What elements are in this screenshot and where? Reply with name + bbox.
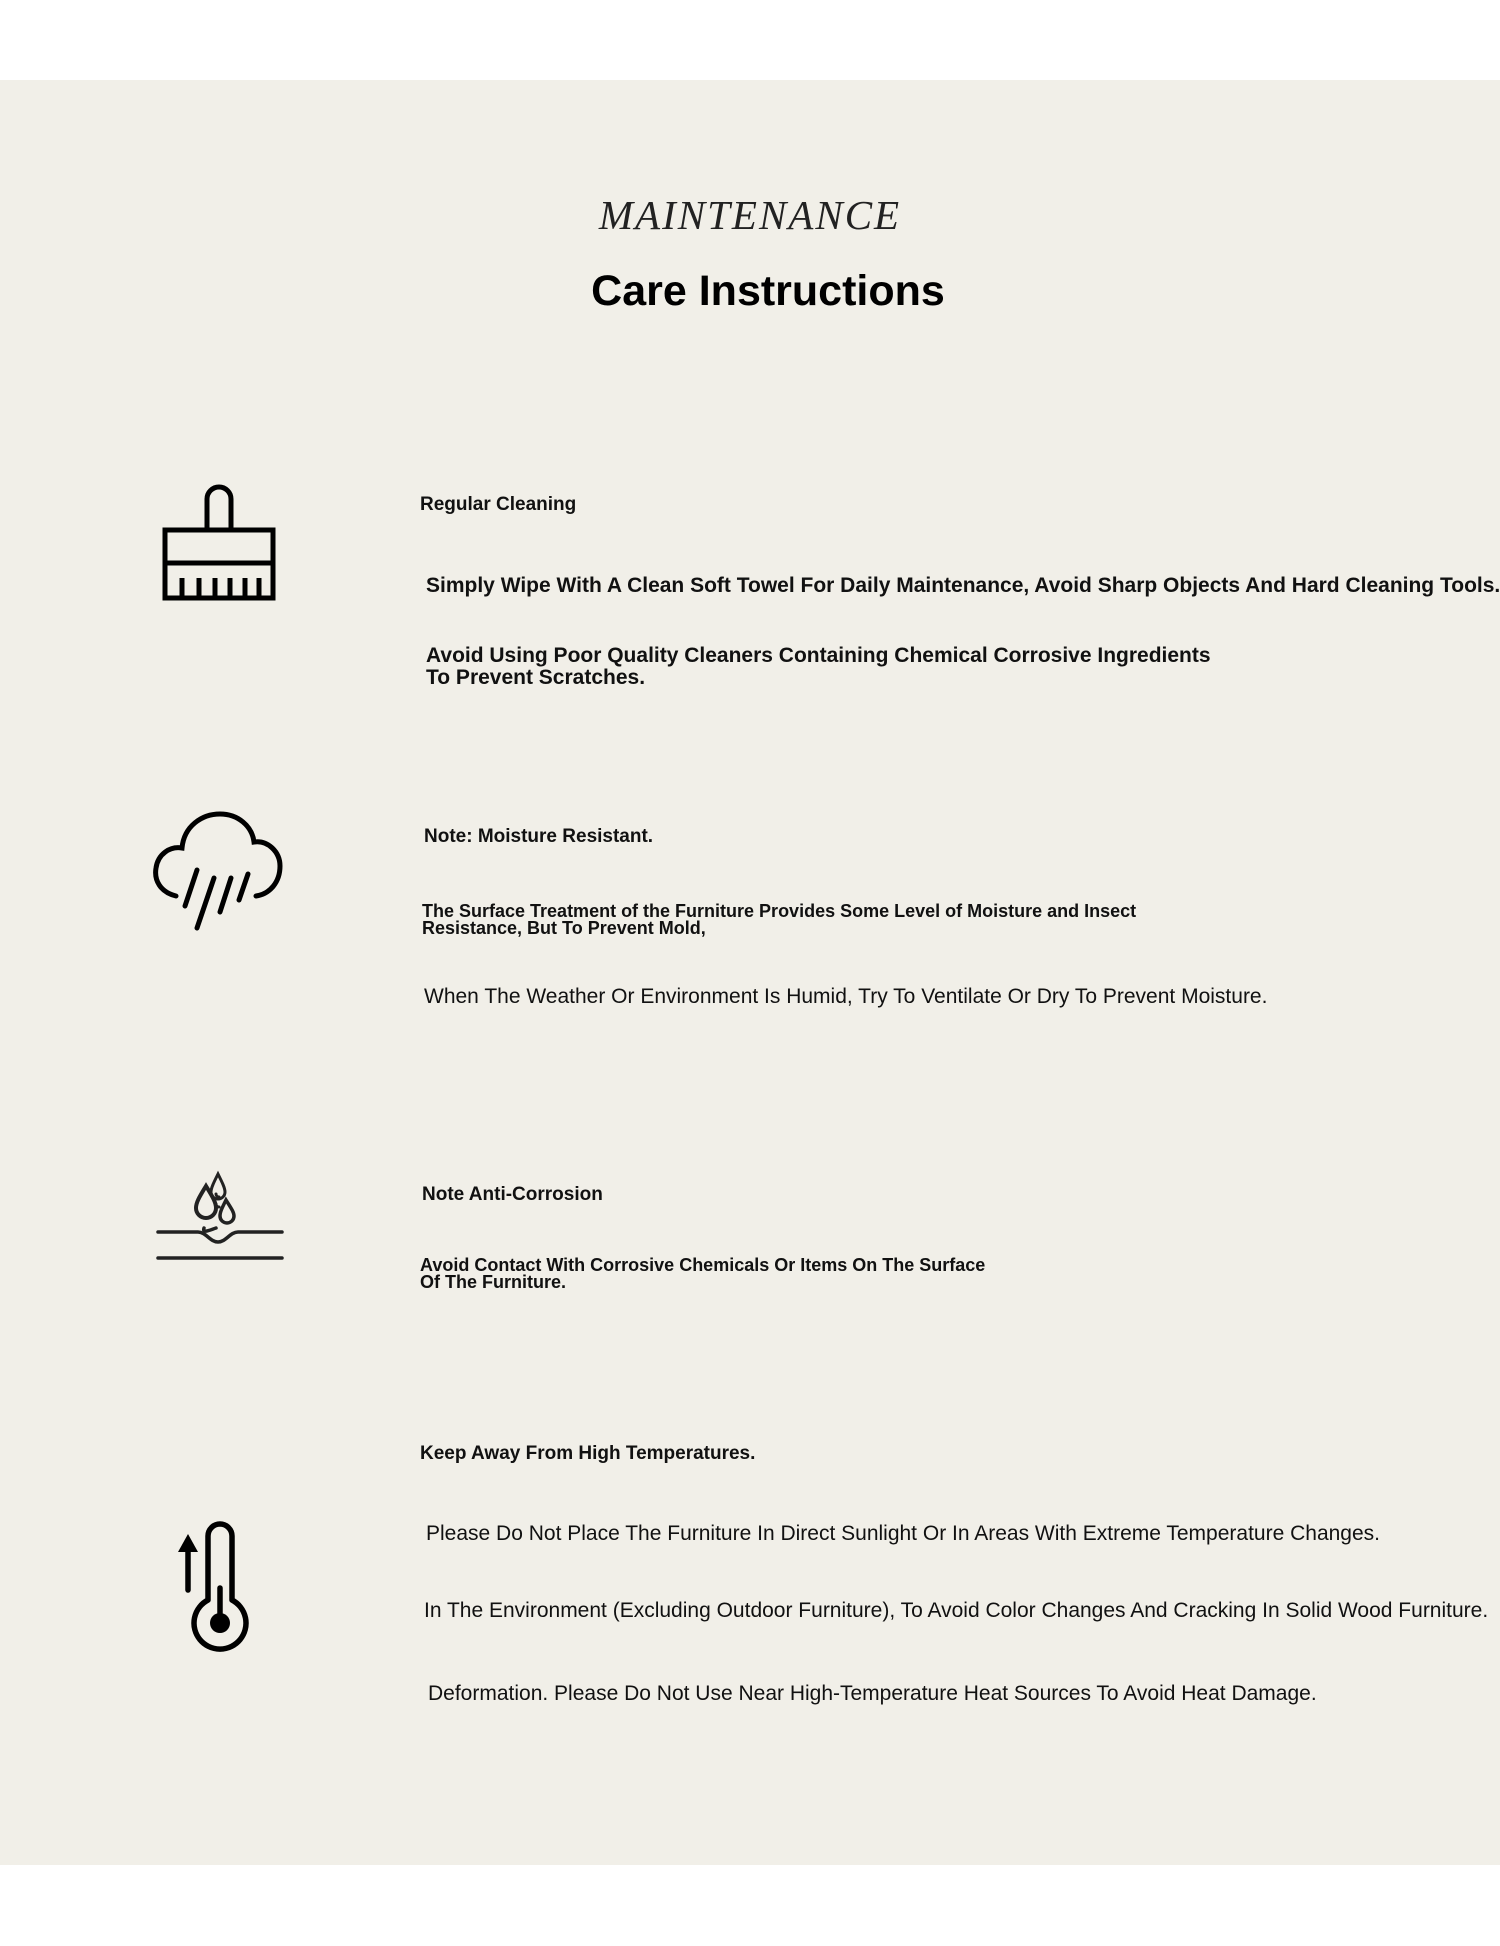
section-heading: Note Anti-Corrosion xyxy=(422,1184,603,1205)
section-text: Resistance, But To Prevent Mold, xyxy=(422,918,706,938)
water-drops-surface-icon xyxy=(154,1168,284,1264)
section-eyebrow: MAINTENANCE xyxy=(598,192,902,238)
thermometer-up-icon xyxy=(170,1520,270,1652)
section-heading: Note: Moisture Resistant. xyxy=(424,826,654,847)
section-text: Of The Furniture. xyxy=(420,1272,566,1292)
section-text: Avoid Using Poor Quality Cleaners Containing Chemical Corrosive Ingredients xyxy=(426,644,1211,667)
section-text: Avoid Contact With Corrosive Chemicals Or Items On The Surface xyxy=(420,1255,986,1275)
section-text: The Surface Treatment of the Furniture Provides Some Level of Moisture and Insect xyxy=(422,901,1137,921)
section-text: In The Environment (Excluding Outdoor Furniture), To Avoid Color Changes And Cracking In Solid Wood Furniture. xyxy=(424,1599,1489,1622)
section-text: Deformation. Please Do Not Use Near High-Temperature Heat Sources To Avoid Heat Damage. xyxy=(428,1682,1317,1705)
brush-icon xyxy=(162,482,276,602)
section-text: Please Do Not Place The Furniture In Direct Sunlight Or In Areas With Extreme Temperature Changes. xyxy=(426,1522,1380,1545)
section-heading: Keep Away From High Temperatures. xyxy=(420,1443,756,1464)
section-text: To Prevent Scratches. xyxy=(426,666,646,689)
section-text: Simply Wipe With A Clean Soft Towel For Daily Maintenance, Avoid Sharp Objects And Hard Cleaning Tools. xyxy=(426,574,1500,597)
rain-cloud-icon xyxy=(152,808,284,934)
section-heading: Regular Cleaning xyxy=(420,494,577,515)
section-text: When The Weather Or Environment Is Humid, Try To Ventilate Or Dry To Prevent Moisture. xyxy=(424,985,1268,1008)
page-title: Care Instructions xyxy=(591,267,945,315)
